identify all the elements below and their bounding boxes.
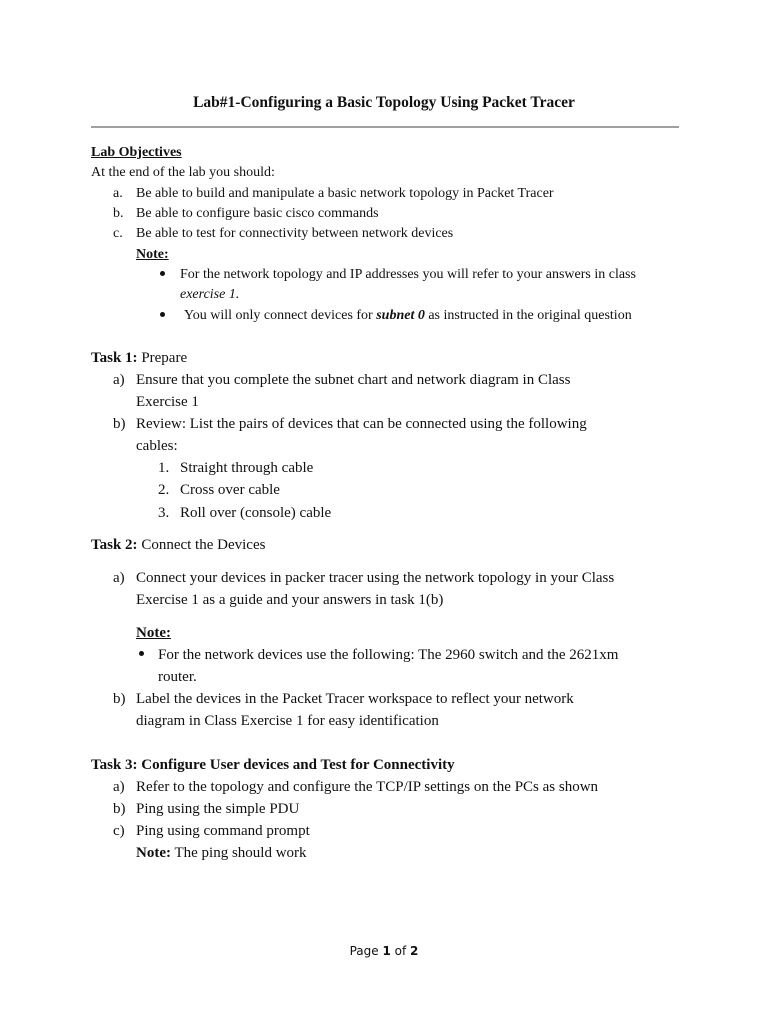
objective-marker: b. [113, 206, 124, 221]
task1-title: Prepare [137, 350, 188, 366]
list-marker: b) [113, 801, 126, 817]
subnet-emphasis: subnet 0 [376, 308, 425, 323]
task3-item: Refer to the topology and configure the TCP/IP settings on the PCs as shown [136, 779, 599, 795]
cable-marker: 3. [158, 505, 170, 521]
task3-note-label: Note: [136, 845, 171, 861]
task1-label: Task 1: [91, 350, 138, 366]
note-bullet-text: For the network topology and IP addresses you will refer to your answers in class [180, 267, 636, 282]
task1-heading [91, 347, 187, 369]
task3-heading: Task 3: Configure User devices and Test for Connectivity [91, 757, 455, 773]
cable-marker: 1. [158, 460, 170, 476]
list-marker: a) [113, 570, 125, 586]
title-divider [91, 126, 679, 128]
task2-item-a: Connect your devices in packer tracer using the network topology in your Class [136, 570, 615, 586]
task2-note-label: Note: [136, 625, 171, 641]
task2-title: Connect the Devices [137, 537, 266, 553]
task2-label: Task 2: [91, 537, 138, 553]
task3-item: Ping using the simple PDU [136, 801, 300, 817]
list-marker: a) [113, 779, 125, 795]
page-current: 1 [382, 944, 391, 958]
page-middle: of [390, 944, 411, 958]
objective-item: Be able to build and manipulate a basic network topology in Packet Tracer [136, 186, 554, 201]
objective-marker: c. [113, 226, 123, 241]
page-number [0, 940, 768, 962]
note-bullet-text-continued: exercise 1. [180, 287, 240, 302]
cable-item: Cross over cable [180, 482, 280, 498]
cable-item: Straight through cable [180, 460, 314, 476]
cable-marker: 2. [158, 482, 170, 498]
objectives-intro: At the end of the lab you should: [91, 165, 275, 180]
page-prefix: Page [349, 944, 383, 958]
page-total: 2 [410, 944, 419, 958]
objective-item: Be able to test for connectivity between network devices [136, 226, 454, 241]
task3-note-text: The ping should work [170, 845, 307, 861]
objective-item: Be able to configure basic cisco commands [136, 206, 379, 221]
list-marker: c) [113, 823, 125, 839]
task1-item-b: Review: List the pairs of devices that can be connected using the following [136, 416, 587, 432]
objectives-note-label: Note: [136, 247, 169, 262]
bullet-icon [160, 271, 165, 276]
task2-note-text-continued: router. [158, 669, 197, 685]
task1-item-b-continued: cables: [136, 438, 178, 454]
objective-marker: a. [113, 186, 123, 201]
task1-item-a-continued: Exercise 1 [136, 394, 199, 410]
task2-item-b: Label the devices in the Packet Tracer workspace to reflect your network [136, 691, 574, 707]
document-title: Lab#1-Configuring a Basic Topology Using Packet Tracer [193, 94, 575, 111]
objectives-heading: Lab Objectives [91, 145, 182, 160]
note-bullet-suffix: as instructed in the original question [424, 308, 632, 323]
note-bullet-text [184, 305, 632, 327]
task3-note [136, 842, 307, 864]
note-bullet-prefix: You will only connect devices for [184, 308, 377, 323]
bullet-icon [139, 651, 144, 656]
list-marker: b) [113, 691, 126, 707]
task2-item-a-continued: Exercise 1 as a guide and your answers in task 1(b) [136, 592, 444, 608]
task2-heading [91, 534, 265, 556]
cable-item: Roll over (console) cable [180, 505, 332, 521]
bullet-icon [160, 312, 165, 317]
task2-note-text: For the network devices use the following: The 2960 switch and the 2621xm [158, 647, 619, 663]
task2-item-b-continued: diagram in Class Exercise 1 for easy identification [136, 713, 439, 729]
list-marker: a) [113, 372, 125, 388]
task1-item-a: Ensure that you complete the subnet chart and network diagram in Class [136, 372, 571, 388]
task3-item: Ping using command prompt [136, 823, 310, 839]
list-marker: b) [113, 416, 126, 432]
